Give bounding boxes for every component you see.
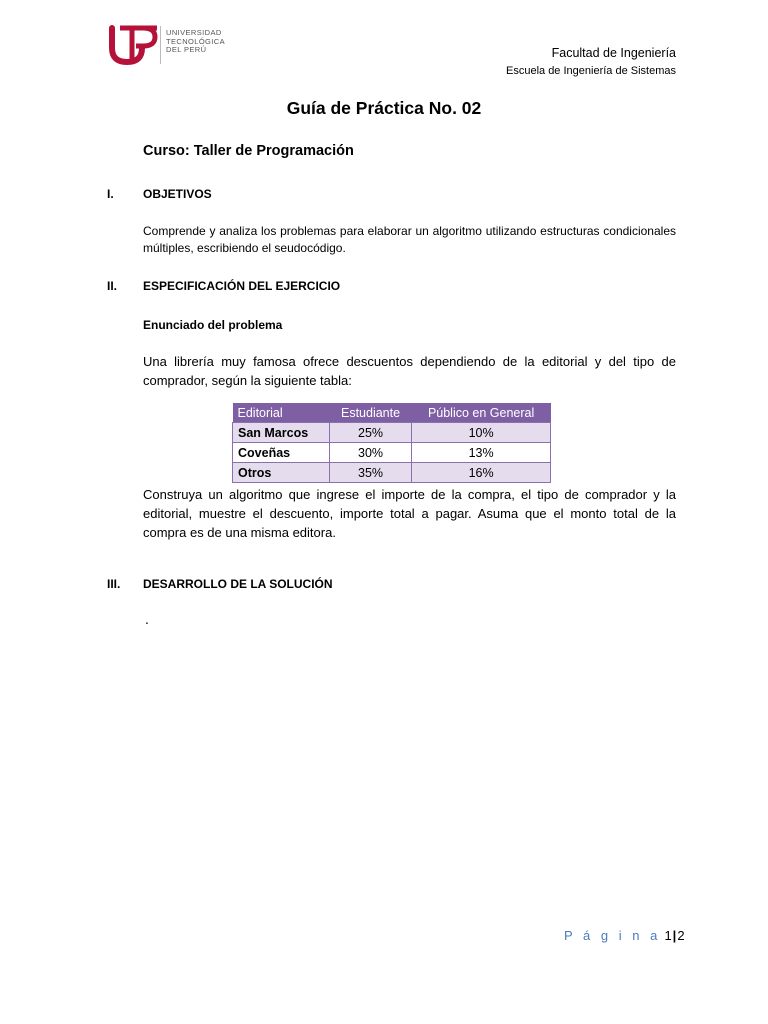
table-cell: San Marcos xyxy=(233,423,330,443)
section-2-number: II. xyxy=(107,279,118,293)
discount-table xyxy=(232,403,551,483)
section-1-heading: OBJETIVOS xyxy=(143,187,212,201)
table-header-row xyxy=(233,403,551,423)
problem-intro: Una librería muy famosa ofrece descuentos dependiendo de la editorial y del tipo de comprador, según la siguiente tabla: xyxy=(143,354,676,388)
section-3-heading: DESARROLLO DE LA SOLUCIÓN xyxy=(143,577,333,591)
table-row xyxy=(233,423,551,443)
problem-instructions: Construya un algoritmo que ingrese el importe de la compra, el tipo de comprador y la editorial, muestre el descuento, importe total a pagar. Asuma que el monto total de la compra es de una misma editora. xyxy=(143,487,676,540)
section-2-heading: ESPECIFICACIÓN DEL EJERCICIO xyxy=(143,279,341,293)
table-cell: Coveñas xyxy=(233,443,330,463)
section-1-number: I. xyxy=(107,187,114,201)
school-name: Escuela de Ingeniería de Sistemas xyxy=(506,65,676,77)
problem-subheading: Enunciado del problema xyxy=(143,318,283,332)
utp-logo-mark xyxy=(108,22,158,68)
logo-line-3: DEL PERÚ xyxy=(166,45,207,54)
page-total: 2 xyxy=(677,928,685,943)
table-cell: 10% xyxy=(412,423,551,443)
logo-line-1: UNIVERSIDAD xyxy=(166,28,222,37)
faculty-name: Facultad de Ingeniería xyxy=(551,46,676,60)
table-cell: 16% xyxy=(412,463,551,483)
logo-line-2: TECNOLÓGICA xyxy=(166,36,225,46)
section-3-number: III. xyxy=(107,577,121,591)
page-separator: | xyxy=(672,928,677,943)
table-row xyxy=(233,463,551,483)
utp-logo xyxy=(108,22,238,68)
table-cell: 30% xyxy=(329,443,411,463)
page-footer xyxy=(564,928,685,943)
page-label: P á g i n a xyxy=(564,928,661,943)
solution-placeholder: . xyxy=(145,611,149,627)
course-title: Curso: Taller de Programación xyxy=(143,143,354,159)
table-cell: Otros xyxy=(233,463,330,483)
page-number: 1 xyxy=(664,928,672,943)
document-title: Guía de Práctica No. 02 xyxy=(286,98,482,118)
logo-wordmark xyxy=(166,29,225,55)
table-cell: 35% xyxy=(329,463,411,483)
table-header-cell: Estudiante xyxy=(329,403,411,423)
table-cell: 25% xyxy=(329,423,411,443)
table-cell: 13% xyxy=(412,443,551,463)
logo-divider xyxy=(160,26,161,64)
table-header-cell: Público en General xyxy=(412,403,551,423)
objectives-text: Comprende y analiza los problemas para elaborar un algoritmo utilizando estructuras condicionales múltiples, escribiendo el seudocódigo. xyxy=(143,224,676,255)
table-header-cell: Editorial xyxy=(233,403,330,423)
table-row xyxy=(233,443,551,463)
